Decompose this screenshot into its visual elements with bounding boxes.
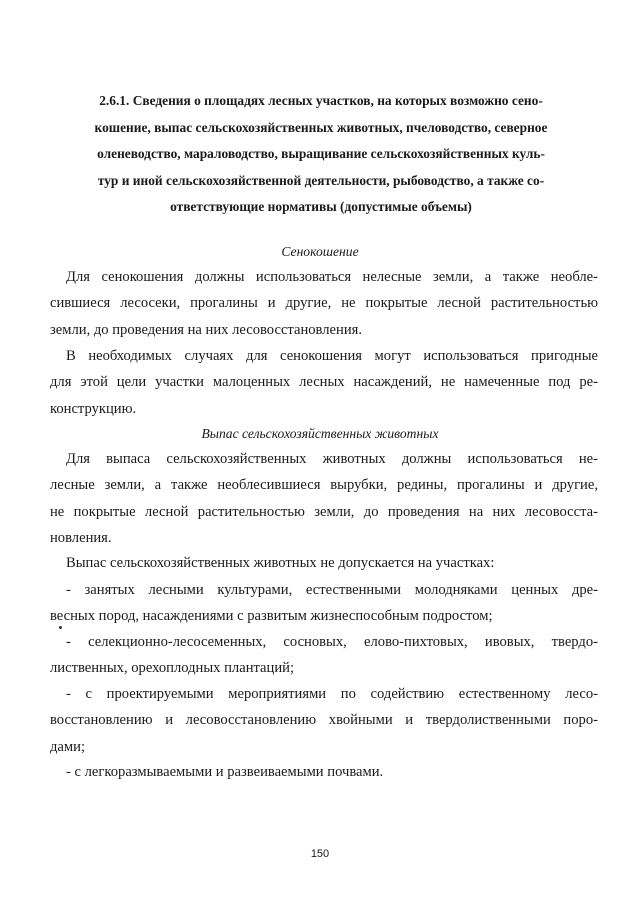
- list-item: [66, 759, 598, 785]
- list-item: [50, 629, 598, 682]
- heading-line: 2.6.1. Сведения о площадях лесных участков, на которых возможно сено-: [99, 93, 543, 108]
- text-line: весных пород, насаждениями с развитым жизнеспособным подростом;: [50, 608, 493, 625]
- heading-line: оленеводство, мараловодство, выращивание сельскохозяйственных куль-: [97, 146, 545, 161]
- text-line: - селекционно-лесосеменных, сосновых, елово-пихтовых, ивовых, твердо-: [66, 634, 598, 650]
- section-heading: [44, 88, 598, 221]
- text-line: не покрытые лесной растительностью земли, до проведения на них лесовосста-: [50, 503, 598, 520]
- text-line: для этой цели участки малоценных лесных насаждений, не намеченные под ре-: [50, 374, 598, 391]
- text-line: - с проектируемыми мероприятиями по содействию естественному лесо-: [66, 686, 598, 702]
- text-line: сившиеся лесосеки, прогалины и другие, не покрытые лесной растительностью: [50, 295, 598, 312]
- text-line: земли, до проведения на них лесовосстановления.: [50, 321, 362, 338]
- text-line: - с легкоразмываемыми и развеиваемыми почвами.: [66, 764, 384, 780]
- text-line: новления.: [50, 529, 112, 546]
- heading-line: тур и иной сельскохозяйственной деятельности, рыбоводство, а также со-: [97, 172, 545, 188]
- text-line: - занятых лесными культурами, естественными молодняками ценных дре-: [66, 582, 598, 598]
- page-number: 150: [310, 848, 330, 860]
- text-line: Для выпаса сельскохозяйственных животных должны использоваться не-: [66, 451, 598, 467]
- stray-mark: [59, 626, 62, 629]
- text-line: лиственных, орехоплодных плантаций;: [50, 660, 295, 677]
- text-line: конструкцию.: [50, 400, 137, 417]
- paragraph-grazing-1: [50, 446, 598, 551]
- heading-line: кошение, выпас сельскохозяйственных животных, пчеловодство, северное: [94, 119, 548, 135]
- paragraph-grazing-2: Выпас сельскохозяйственных животных не допускается на участках:: [66, 555, 495, 571]
- text-line: лесные земли, а также необлесившиеся вырубки, редины, прогалины и другие,: [50, 477, 598, 494]
- text-line: Для сенокошения должны использоваться нелесные земли, а также необле-: [66, 269, 598, 285]
- text-line: дами;: [50, 738, 86, 755]
- list-item: [50, 681, 598, 760]
- subsection-title-grazing: Выпас сельскохозяйственных животных: [201, 426, 439, 441]
- paragraph-haymaking-2: [50, 343, 598, 422]
- subsection-title-haymaking: Сенокошение: [281, 244, 359, 259]
- text-line: В необходимых случаях для сенокошения могут использоваться пригодные: [66, 348, 598, 364]
- heading-line: ответствующие нормативы (допустимые объемы): [170, 199, 472, 214]
- paragraph-haymaking-1: [50, 264, 598, 343]
- text-line: восстановлению и лесовосстановлению хвойными и твердолиственными поро-: [50, 712, 598, 729]
- list-item: [50, 577, 598, 630]
